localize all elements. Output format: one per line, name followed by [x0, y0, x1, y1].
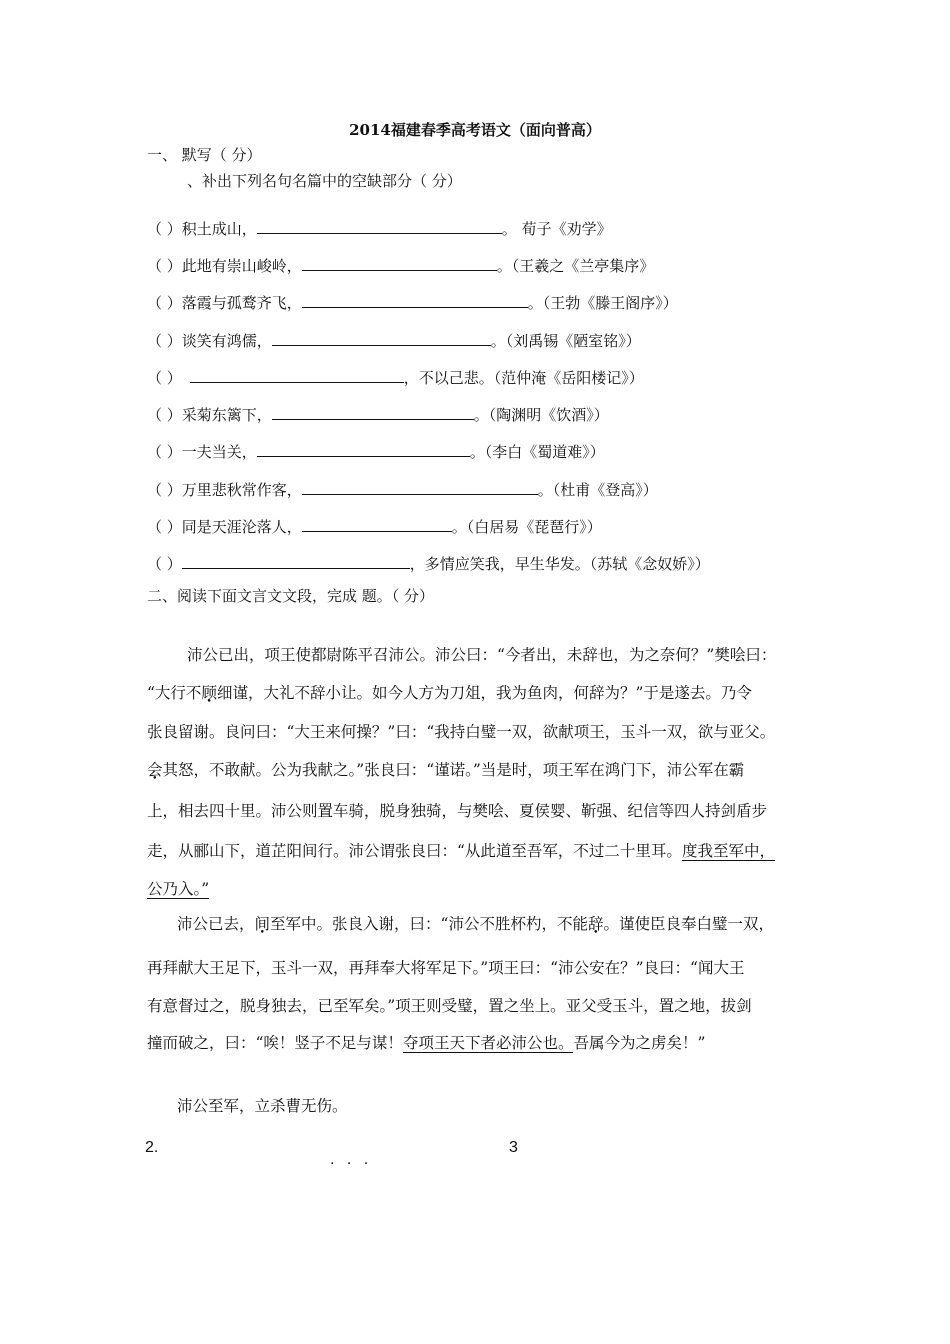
- question-suffix: 。（王羲之《兰亭集序》: [496, 257, 655, 275]
- section-1-heading: 一、 默写（ 分）: [147, 146, 262, 164]
- question-row: [147, 478, 658, 502]
- answer-blank[interactable]: [182, 554, 410, 569]
- emphasis-dots: . . .: [330, 1151, 373, 1168]
- emphasis-char: 间: [254, 915, 271, 933]
- question-number-2: 2.: [145, 1139, 159, 1156]
- passage-line: 走，从郦山下，道芷阳间行。沛公谓张良曰：“从此道至吾军，不过二十里耳。度我至军中，: [147, 842, 775, 860]
- answer-blank[interactable]: [257, 442, 470, 457]
- passage-line: 会其怒，不敢献。公为我献之。”张良曰：“谨诺。”当是时，项王军在鸿门下，沛公军在霸: [147, 761, 745, 779]
- question-row: [147, 217, 612, 241]
- question-row: [147, 254, 654, 278]
- answer-paren: （ ）: [147, 555, 182, 573]
- answer-blank[interactable]: [272, 331, 491, 346]
- passage-line: [147, 877, 817, 899]
- passage-line: 再拜献大王足下，玉斗一双，再拜奉大将军足下。”项王曰：“沛公安在？”良曰：“闻大王: [147, 959, 745, 977]
- answer-blank[interactable]: [302, 480, 538, 495]
- passage-line: 上，相去四十里。沛公则置车骑，脱身独骑，与樊哙、夏侯婴、靳强、纪信等四人持剑盾步: [147, 802, 768, 820]
- answer-paren: （ ）: [147, 518, 182, 536]
- question-suffix: 。（杜甫《登高》）: [537, 481, 658, 499]
- passage-line: 沛公已去，间至军中。张良入谢，曰：“沛公不胜杯杓，不能辞。谨使臣良奉白璧一双，: [177, 915, 774, 933]
- emphasis-char: 会: [147, 761, 163, 779]
- question-suffix: 。（白居易《琵琶行》）: [451, 518, 602, 536]
- answer-paren: （ ）: [147, 406, 182, 424]
- question-suffix: ，多情应笑我，早生华发。（苏轼《念奴娇》）: [409, 555, 710, 573]
- underlined-sentence: 夺项王天下者必沛公也。: [402, 1034, 574, 1052]
- answer-blank[interactable]: [302, 256, 497, 271]
- passage-line: 有意督过之，脱身独去，已至军矣。”项王则受璧，置之坐上。亚父受玉斗，置之地，拔剑: [147, 997, 752, 1015]
- question-suffix: 。（李白《蜀道难》）: [469, 443, 605, 461]
- answer-blank[interactable]: [190, 368, 404, 383]
- passage-line: 沛公至军，立杀曹无伤。: [177, 1097, 348, 1115]
- answer-paren: （ ）: [147, 257, 182, 275]
- section-2-heading: 二、阅读下面文言文文段，完成 题。（ 分）: [147, 587, 435, 605]
- question-row: [147, 366, 644, 390]
- answer-paren: （ ）: [147, 220, 182, 238]
- question-row: [147, 515, 602, 539]
- question-row: [147, 552, 710, 576]
- answer-blank[interactable]: [272, 405, 474, 420]
- question-row: [147, 440, 605, 464]
- question-suffix: 。 荀子《劝学》: [501, 220, 612, 238]
- question-prefix: 落霞与孤鹜齐飞，: [181, 294, 302, 312]
- question-prefix: 万里悲秋常作客，: [181, 481, 302, 499]
- underlined-sentence: 度我至军中，: [681, 842, 775, 860]
- question-prefix: 此地有崇山峻岭，: [181, 257, 302, 275]
- question-suffix: 。（王勃《滕王阁序》）: [527, 294, 678, 312]
- answer-paren: （ ）: [147, 369, 182, 387]
- question-prefix: 谈笑有鸿儒，: [181, 332, 272, 350]
- question-prefix: 同是天涯沦落人，: [181, 518, 302, 536]
- question-suffix: 。（刘禹锡《陋室铭》）: [490, 332, 641, 350]
- question-suffix: 。（陶渊明《饮酒》）: [473, 406, 609, 424]
- underlined-sentence: 公乃入。”: [147, 880, 210, 898]
- section-1-subheading: 、补出下列名句名篇中的空缺部分（ 分）: [187, 172, 462, 190]
- question-prefix: 采菊东篱下，: [181, 406, 272, 424]
- question-prefix: 积土成山，: [181, 220, 257, 238]
- passage-line: 撞而破之，曰：“唉！竖子不足与谋！夺项王天下者必沛公也。吾属今为之虏矣！”: [147, 1034, 706, 1052]
- question-prefix: 一夫当关，: [181, 443, 257, 461]
- page-title: 2014福建春季高考语文（面向普高）: [349, 121, 601, 139]
- answer-paren: （ ）: [147, 332, 182, 350]
- answer-blank[interactable]: [257, 219, 502, 234]
- answer-blank[interactable]: [302, 293, 528, 308]
- passage-line: 张良留谢。良问曰：“大王来何操？”曰：“我持白璧一双，欲献项王，玉斗一双，欲与亚父。: [147, 723, 776, 741]
- emphasis-char: 辞: [587, 915, 604, 933]
- question-row: [147, 291, 678, 315]
- answer-paren: （ ）: [147, 481, 182, 499]
- question-row: [147, 329, 641, 353]
- question-number-3: 3: [509, 1139, 518, 1156]
- question-row: [147, 403, 609, 427]
- question-suffix: ，不以己悲。（范仲淹《岳阳楼记》）: [403, 369, 644, 387]
- answer-paren: （ ）: [147, 294, 182, 312]
- answer-blank[interactable]: [302, 517, 452, 532]
- emphasis-char: 顾: [201, 684, 217, 702]
- answer-paren: （ ）: [147, 443, 182, 461]
- passage-line: “大行不顾细谨，大礼不辞小让。如今人方为刀俎，我为鱼肉，何辞为？”于是遂去。乃令: [147, 684, 752, 702]
- passage-line: 沛公已出，项王使都尉陈平召沛公。沛公曰：“今者出，未辞也，为之奈何？”樊哙曰：: [187, 646, 777, 664]
